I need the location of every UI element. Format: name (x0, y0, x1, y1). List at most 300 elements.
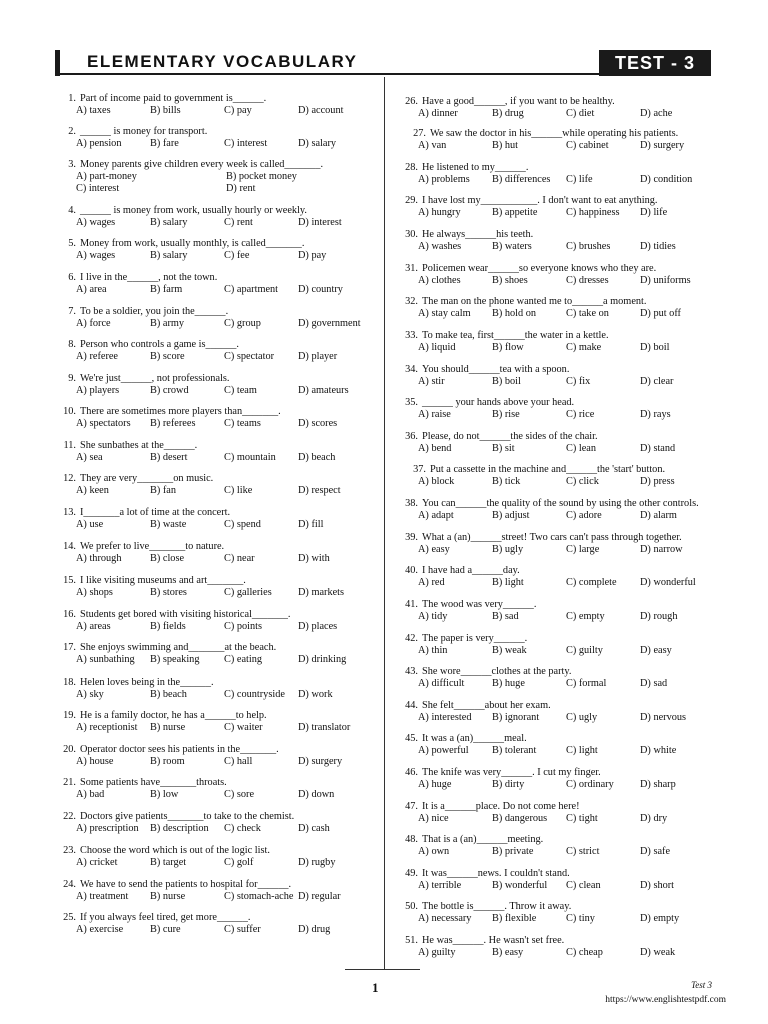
answer-option[interactable]: B) sit (492, 443, 515, 454)
question-item (52, 777, 367, 801)
question-item (394, 700, 709, 724)
question-number: 13. (63, 507, 76, 518)
answer-option[interactable]: A) house (76, 756, 114, 767)
answer-option[interactable]: D) surgery (298, 756, 343, 767)
answer-options (418, 342, 709, 354)
answer-options (418, 174, 709, 186)
question-number: 34. (405, 364, 418, 375)
answer-option[interactable]: D) pay (298, 250, 327, 261)
question-item (394, 868, 709, 892)
answer-option[interactable]: B) huge (492, 678, 525, 689)
answer-option[interactable]: A) interested (418, 712, 472, 723)
answer-option[interactable]: C) like (224, 485, 253, 496)
answer-option[interactable]: D) short (640, 880, 675, 891)
answer-option[interactable]: C) guilty (566, 645, 603, 656)
answer-option[interactable]: B) close (150, 553, 185, 564)
answer-option[interactable]: B) fare (150, 138, 179, 149)
question-text: He was______. He wasn't set free. (422, 935, 565, 946)
question-text: We prefer to live_______to nature. (80, 541, 225, 552)
answer-option[interactable]: A) shops (76, 587, 113, 598)
answer-option[interactable]: B) shoes (492, 275, 528, 286)
answer-option[interactable]: B) flow (492, 342, 524, 353)
answer-option[interactable]: B) ugly (492, 544, 524, 555)
answer-options (76, 857, 367, 869)
question-item (52, 879, 367, 903)
answer-option[interactable]: D) press (640, 476, 675, 487)
question-number: 45. (405, 733, 418, 744)
answer-options (418, 409, 709, 421)
question-text: The knife was very______. I cut my finger. (422, 767, 601, 778)
answer-option[interactable]: D) easy (640, 645, 672, 656)
question-number: 20. (63, 744, 76, 755)
answer-option[interactable]: C) teams (224, 418, 261, 429)
question-text: It was a (an)______meal. (422, 733, 527, 744)
answer-option[interactable]: B) farm (150, 284, 183, 295)
question-item (394, 801, 709, 825)
question-number: 36. (405, 431, 418, 442)
question-item (52, 609, 367, 633)
answer-option[interactable]: D) rays (640, 409, 671, 420)
answer-option[interactable]: A) use (76, 519, 104, 530)
answer-option[interactable]: A) raise (418, 409, 451, 420)
answer-option[interactable]: A) necessary (418, 913, 472, 924)
answer-option[interactable]: A) referee (76, 351, 119, 362)
answer-option[interactable]: C) ordinary (566, 779, 614, 790)
answer-option[interactable]: A) players (76, 385, 120, 396)
answer-option[interactable]: D) ache (640, 108, 673, 119)
question-item (394, 296, 709, 320)
answer-option[interactable]: B) hold on (492, 308, 537, 319)
answer-option[interactable]: A) wages (76, 217, 116, 228)
answer-option[interactable]: D) salary (298, 138, 337, 149)
answer-option[interactable]: C) empty (566, 611, 605, 622)
answer-option[interactable]: C) sore (224, 789, 255, 800)
question-number: 38. (405, 498, 418, 509)
answer-option[interactable]: C) group (224, 318, 261, 329)
answer-option[interactable]: D) alarm (640, 510, 677, 521)
answer-option[interactable]: D) stand (640, 443, 676, 454)
question-item (394, 330, 709, 354)
answer-option[interactable]: D) rugby (298, 857, 336, 868)
answer-option[interactable]: C) adore (566, 510, 602, 521)
answer-options (76, 217, 367, 229)
question-number: 5. (68, 238, 76, 249)
answer-options (418, 275, 709, 287)
answer-option[interactable]: B) rise (492, 409, 520, 420)
answer-option[interactable]: C) make (566, 342, 602, 353)
answer-option[interactable]: B) army (150, 318, 185, 329)
answer-option[interactable]: D) surgery (640, 140, 685, 151)
answer-option[interactable]: D) sad (640, 678, 668, 689)
answer-option[interactable]: B) speaking (150, 654, 200, 665)
answer-option[interactable]: C) cheap (566, 947, 603, 958)
answer-option[interactable]: A) through (76, 553, 122, 564)
answer-option[interactable]: D) cash (298, 823, 330, 834)
answer-option[interactable]: A) stir (418, 376, 445, 387)
answer-option[interactable]: B) crowd (150, 385, 189, 396)
answer-options (418, 645, 709, 657)
answer-option[interactable]: D) government (298, 318, 361, 329)
answer-option[interactable]: C) suffer (224, 924, 261, 935)
answer-option[interactable]: D) work (298, 689, 333, 700)
answer-option[interactable]: A) receptionist (76, 722, 138, 733)
answer-options (418, 880, 709, 892)
answer-option[interactable]: B) room (150, 756, 185, 767)
answer-option[interactable]: B) referees (150, 418, 196, 429)
question-text: It is a______place. Do not come here! (422, 801, 580, 812)
answer-option[interactable]: D) wonderful (640, 577, 696, 588)
answer-option[interactable]: C) light (566, 745, 598, 756)
question-number: 43. (405, 666, 418, 677)
question-number: 41. (405, 599, 418, 610)
answer-option[interactable]: D) dry (640, 813, 668, 824)
answer-option[interactable]: B) drug (492, 108, 524, 119)
answer-option[interactable]: C) rice (566, 409, 595, 420)
answer-option[interactable]: A) sunbathing (76, 654, 135, 665)
answer-option[interactable]: A) pension (76, 138, 122, 149)
question-item (52, 710, 367, 734)
answer-option[interactable]: C) clean (566, 880, 601, 891)
answer-option[interactable]: C) fix (566, 376, 591, 387)
answer-option[interactable]: C) lean (566, 443, 597, 454)
answer-option[interactable]: B) pocket money (226, 171, 297, 182)
answer-option[interactable]: A) keen (76, 485, 109, 496)
question-text: The bottle is______. Throw it away. (422, 901, 572, 912)
answer-option[interactable]: D) condition (640, 174, 693, 185)
answer-option[interactable]: B) boil (492, 376, 521, 387)
footer-test-label: Test 3 (691, 980, 712, 990)
answer-option[interactable]: A) liquid (418, 342, 456, 353)
answer-option[interactable]: C) tiny (566, 913, 595, 924)
answer-options (418, 913, 709, 925)
answer-options (76, 722, 367, 734)
answer-option[interactable]: B) hut (492, 140, 519, 151)
question-text: Person who controls a game is______. (80, 339, 240, 350)
answer-option[interactable]: B) easy (492, 947, 524, 958)
answer-options (418, 108, 709, 120)
question-item (52, 93, 367, 117)
answer-option[interactable]: C) hall (224, 756, 253, 767)
answer-option[interactable]: C) formal (566, 678, 607, 689)
answer-option[interactable]: A) taxes (76, 105, 111, 116)
answer-option[interactable]: D) drinking (298, 654, 347, 665)
answer-option[interactable]: D) drug (298, 924, 331, 935)
question-number: 6. (68, 272, 76, 283)
answer-option[interactable]: D) with (298, 553, 330, 564)
question-item (394, 263, 709, 287)
answer-option[interactable]: A) huge (418, 779, 452, 790)
answer-option[interactable]: D) markets (298, 587, 345, 598)
answer-option[interactable]: B) appetite (492, 207, 538, 218)
answer-option[interactable]: A) areas (76, 621, 111, 632)
answer-option[interactable]: D) narrow (640, 544, 683, 555)
question-text: If you always feel tired, get more______. (80, 912, 251, 923)
answer-option[interactable]: A) sky (76, 689, 104, 700)
answer-option[interactable]: D) respect (298, 485, 341, 496)
footer-url: https://www.englishtestpdf.com (605, 995, 726, 1005)
answer-option[interactable]: B) flexible (492, 913, 537, 924)
answer-option[interactable]: A) prescription (76, 823, 139, 834)
answer-option[interactable]: D) tidies (640, 241, 676, 252)
question-text: The wood was very______. (422, 599, 537, 610)
answer-options (418, 745, 709, 757)
answer-option[interactable]: B) fields (150, 621, 186, 632)
answer-option[interactable]: D) weak (640, 947, 676, 958)
question-number: 31. (405, 263, 418, 274)
answer-option[interactable]: C) diet (566, 108, 595, 119)
answer-option[interactable]: D) interest (298, 217, 342, 228)
answer-option[interactable]: C) eating (224, 654, 263, 665)
answer-option[interactable]: B) differences (492, 174, 551, 185)
answer-option[interactable]: A) powerful (418, 745, 469, 756)
answer-options (76, 351, 367, 363)
question-item (52, 744, 367, 768)
answer-option[interactable]: A) adapt (418, 510, 454, 521)
answer-option[interactable]: D) player (298, 351, 338, 362)
answer-option[interactable]: D) down (298, 789, 335, 800)
answer-option[interactable]: A) tidy (418, 611, 448, 622)
answer-options (418, 846, 709, 858)
answer-option[interactable]: D) empty (640, 913, 680, 924)
question-item (52, 473, 367, 497)
answer-option[interactable]: A) easy (418, 544, 450, 555)
question-number: 32. (405, 296, 418, 307)
answer-option[interactable]: C) complete (566, 577, 617, 588)
answer-option[interactable]: C) large (566, 544, 600, 555)
answer-option[interactable]: D) beach (298, 452, 336, 463)
answer-option[interactable]: D) regular (298, 891, 341, 902)
answer-option[interactable]: C) check (224, 823, 261, 834)
answer-option[interactable]: A) hungry (418, 207, 461, 218)
answer-option[interactable]: D) nervous (640, 712, 687, 723)
question-item (52, 912, 367, 936)
question-number: 30. (405, 229, 418, 240)
answer-option[interactable]: B) weak (492, 645, 527, 656)
answer-options (76, 823, 367, 835)
answer-option[interactable]: A) bad (76, 789, 105, 800)
answer-option[interactable]: A) difficult (418, 678, 465, 689)
question-item (394, 532, 709, 556)
answer-option[interactable]: B) tick (492, 476, 521, 487)
answer-option[interactable]: D) translator (298, 722, 351, 733)
question-text: ______ is money from work, usually hourly or weekly. (80, 205, 307, 216)
answer-option[interactable]: C) near (224, 553, 255, 564)
answer-option[interactable]: C) waiter (224, 722, 263, 733)
answer-option[interactable]: C) life (566, 174, 593, 185)
question-item (394, 498, 709, 522)
question-number: 18. (63, 677, 76, 688)
answer-option[interactable]: A) spectators (76, 418, 131, 429)
answer-option[interactable]: A) washes (418, 241, 462, 252)
answer-options (418, 241, 709, 253)
answer-option[interactable]: C) brushes (566, 241, 611, 252)
answer-option[interactable]: B) desert (150, 452, 188, 463)
question-item (52, 339, 367, 363)
question-text: You should______tea with a spoon. (422, 364, 570, 375)
answer-option[interactable]: D) account (298, 105, 344, 116)
question-number: 22. (63, 811, 76, 822)
answer-options (76, 553, 367, 565)
answer-option[interactable]: B) nurse (150, 722, 186, 733)
answer-option[interactable]: A) sea (76, 452, 103, 463)
answer-option[interactable]: A) stay calm (418, 308, 471, 319)
answer-option[interactable]: B) adjust (492, 510, 530, 521)
question-text: We have to send the patients to hospital for______. (80, 879, 292, 890)
answer-option[interactable]: B) light (492, 577, 524, 588)
answer-option[interactable]: B) ignorant (492, 712, 540, 723)
answer-option[interactable]: B) dirty (492, 779, 525, 790)
answer-option[interactable]: C) interest (76, 183, 120, 194)
answer-option[interactable]: A) dinner (418, 108, 458, 119)
answer-option[interactable]: A) cricket (76, 857, 118, 868)
answer-option[interactable]: D) amateurs (298, 385, 349, 396)
answer-option[interactable]: C) spend (224, 519, 261, 530)
answer-option[interactable]: A) exercise (76, 924, 124, 935)
answer-option[interactable]: D) put off (640, 308, 681, 319)
answer-option[interactable]: C) strict (566, 846, 600, 857)
answer-option[interactable]: B) beach (150, 689, 187, 700)
answer-options (76, 621, 367, 633)
answer-option[interactable]: D) scores (298, 418, 338, 429)
answer-options (418, 443, 709, 455)
answer-option[interactable]: B) dangerous (492, 813, 548, 824)
question-text: They are very_______on music. (80, 473, 214, 484)
answer-option[interactable]: A) bend (418, 443, 452, 454)
answer-option[interactable]: D) life (640, 207, 668, 218)
answer-option[interactable]: A) terrible (418, 880, 462, 891)
question-item (52, 440, 367, 464)
answer-options (76, 689, 367, 701)
answer-option[interactable]: B) bills (150, 105, 181, 116)
answer-option[interactable]: B) salary (150, 250, 188, 261)
answer-option[interactable]: C) rent (224, 217, 253, 228)
answer-option[interactable]: A) block (418, 476, 455, 487)
answer-option[interactable]: C) galleries (224, 587, 272, 598)
answer-option[interactable]: C) dresses (566, 275, 609, 286)
question-number: 26. (405, 96, 418, 107)
answer-option[interactable]: C) ugly (566, 712, 598, 723)
answer-option[interactable]: B) waters (492, 241, 532, 252)
answer-option[interactable]: D) places (298, 621, 338, 632)
answer-option[interactable]: D) uniforms (640, 275, 691, 286)
answer-option[interactable]: C) mountain (224, 452, 276, 463)
answer-option[interactable]: D) fill (298, 519, 324, 530)
answer-option[interactable]: C) stomach-ache (224, 891, 294, 902)
answer-option[interactable]: C) apartment (224, 284, 279, 295)
answer-option[interactable]: D) country (298, 284, 343, 295)
answer-option[interactable]: B) low (150, 789, 179, 800)
answer-option[interactable]: C) cabinet (566, 140, 609, 151)
answer-option[interactable]: C) countryside (224, 689, 285, 700)
answer-option[interactable]: A) problems (418, 174, 470, 185)
page-number: 1 (372, 980, 379, 995)
question-text: The paper is very______. (422, 633, 528, 644)
question-item (394, 162, 709, 186)
question-item (52, 159, 367, 195)
question-number: 24. (63, 879, 76, 890)
answer-options (418, 611, 709, 623)
answer-option[interactable]: A) treatment (76, 891, 129, 902)
footer-rule (345, 969, 420, 970)
answer-option[interactable]: B) cure (150, 924, 181, 935)
answer-option[interactable]: C) happiness (566, 207, 620, 218)
question-number: 39. (405, 532, 418, 543)
answer-option[interactable]: A) clothes (418, 275, 461, 286)
answer-option[interactable]: A) van (418, 140, 447, 151)
answer-option[interactable]: D) clear (640, 376, 674, 387)
answer-option[interactable]: A) wages (76, 250, 116, 261)
answer-options (76, 485, 367, 497)
answer-option[interactable]: B) tolerant (492, 745, 537, 756)
answer-option[interactable]: B) nurse (150, 891, 186, 902)
answer-option[interactable]: C) pay (224, 105, 252, 116)
answer-option[interactable]: C) fee (224, 250, 250, 261)
answer-option[interactable]: D) sharp (640, 779, 676, 790)
answer-options (418, 947, 709, 959)
answer-option[interactable]: B) waste (150, 519, 187, 530)
question-text: It was______news. I couldn't stand. (422, 868, 570, 879)
answer-option[interactable]: C) spectator (224, 351, 275, 362)
page-header (55, 50, 711, 76)
answer-option[interactable]: B) wonderful (492, 880, 548, 891)
answer-option[interactable]: D) white (640, 745, 677, 756)
answer-option[interactable]: B) salary (150, 217, 188, 228)
question-text: He listened to my______. (422, 162, 529, 173)
answer-option[interactable]: D) boil (640, 342, 670, 353)
answer-options (418, 577, 709, 589)
question-text: To be a soldier, you join the______. (80, 306, 229, 317)
answer-option[interactable]: C) team (224, 385, 257, 396)
answer-option[interactable]: A) thin (418, 645, 448, 656)
answer-option[interactable]: C) take on (566, 308, 609, 319)
test-badge: TEST - 3 (599, 50, 711, 76)
answer-option[interactable]: A) area (76, 284, 107, 295)
answer-option[interactable]: A) own (418, 846, 450, 857)
answer-option[interactable]: C) golf (224, 857, 254, 868)
answer-option[interactable]: A) guilty (418, 947, 456, 958)
question-number: 4. (68, 205, 76, 216)
answer-option[interactable]: A) part-money (76, 171, 137, 182)
answer-option[interactable]: A) red (418, 577, 445, 588)
answer-option[interactable]: B) stores (150, 587, 187, 598)
answer-option[interactable]: A) nice (418, 813, 449, 824)
answer-option[interactable]: D) rough (640, 611, 678, 622)
question-number: 42. (405, 633, 418, 644)
question-number: 1. (68, 93, 76, 104)
answer-option[interactable]: C) interest (224, 138, 268, 149)
answer-option[interactable]: B) private (492, 846, 534, 857)
question-item (394, 935, 709, 959)
answer-option[interactable]: B) target (150, 857, 187, 868)
question-text: ______ your hands above your head. (422, 397, 575, 408)
answer-option[interactable]: C) tight (566, 813, 598, 824)
answer-option[interactable]: C) points (224, 621, 263, 632)
question-text: Choose the word which is out of the logic list. (80, 845, 270, 856)
answer-options (418, 140, 709, 152)
answer-option[interactable]: C) click (566, 476, 599, 487)
answer-option[interactable]: A) force (76, 318, 111, 329)
answer-option[interactable]: B) score (150, 351, 185, 362)
question-text: Operator doctor sees his patients in the_______. (80, 744, 279, 755)
question-number: 9. (68, 373, 76, 384)
answer-option[interactable]: D) safe (640, 846, 671, 857)
answer-option[interactable]: D) rent (226, 183, 256, 194)
answer-option[interactable]: B) description (150, 823, 209, 834)
answer-option[interactable]: B) fan (150, 485, 177, 496)
question-item (52, 575, 367, 599)
answer-option[interactable]: B) sad (492, 611, 519, 622)
question-item (394, 733, 709, 757)
